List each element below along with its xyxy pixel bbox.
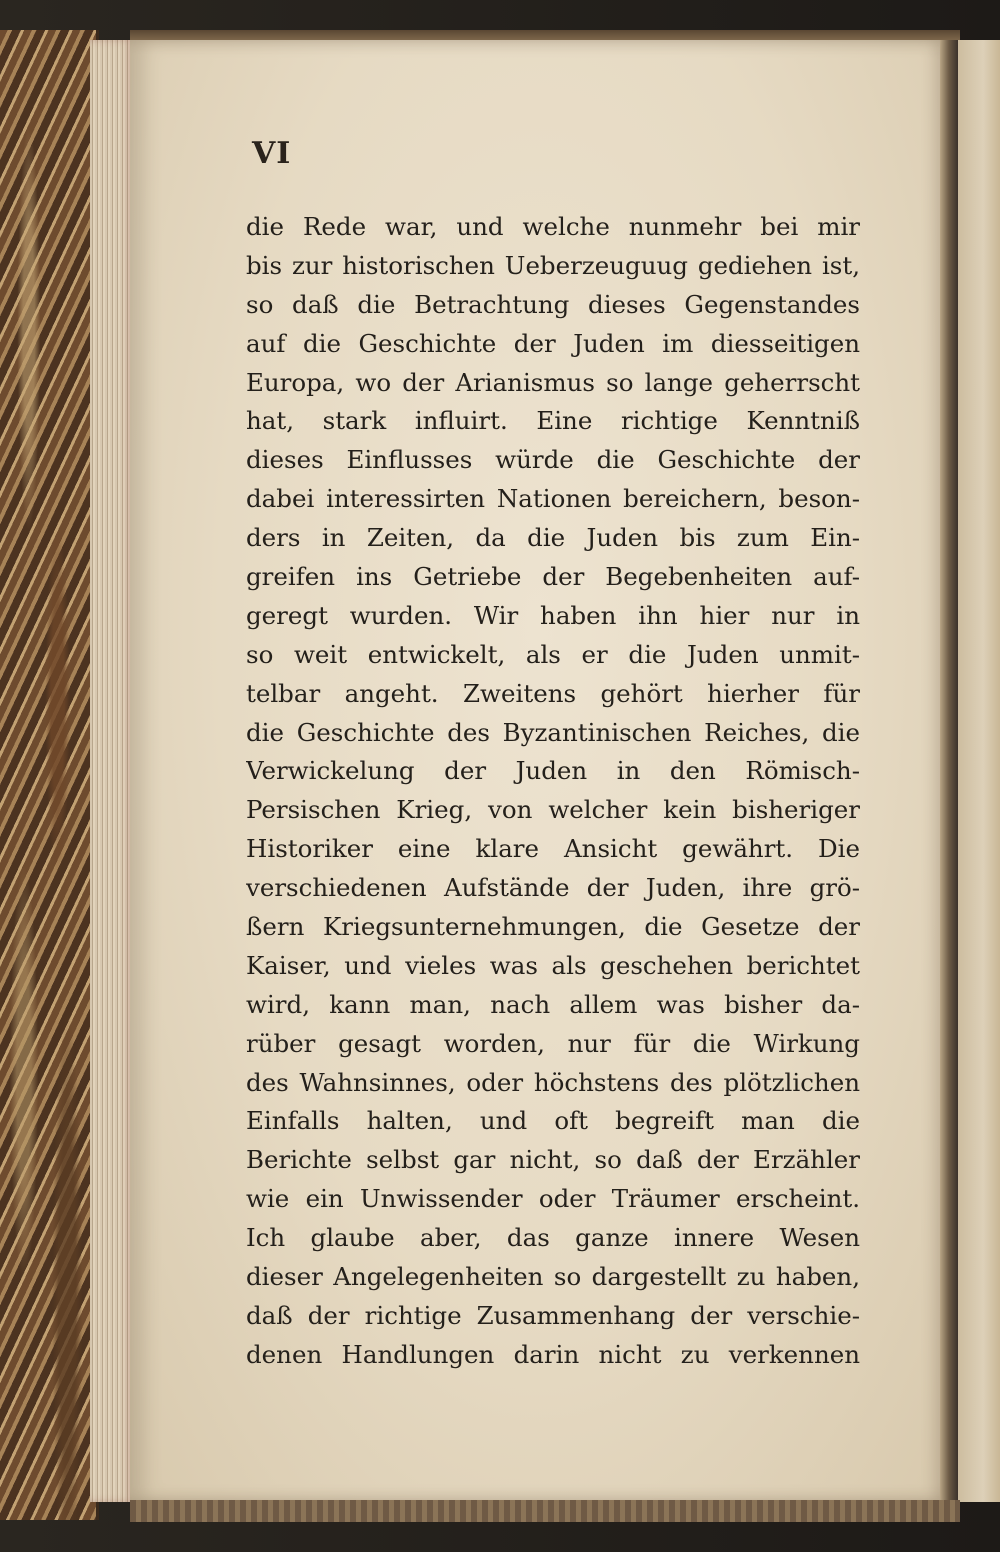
text-line: hat, stark influirt. Eine richtige Kenntniß: [246, 406, 860, 436]
bottom-book-edge: [130, 1500, 960, 1522]
text-line: ßern Kriegsunternehmungen, die Gesetze der: [246, 912, 860, 942]
text-line: greifen ins Getriebe der Begebenheiten auf-: [246, 562, 860, 592]
text-line: rüber gesagt worden, nur für die Wirkung: [246, 1028, 860, 1058]
book-gutter: [940, 40, 958, 1502]
text-line: so weit entwickelt, als er die Juden unmit-: [246, 639, 860, 669]
text-line: wird, kann man, nach allem was bisher da-: [246, 989, 860, 1019]
marbled-cover-board: [0, 30, 99, 1520]
text-line: auf die Geschichte der Juden im diesseitigen: [246, 328, 860, 358]
text-line: dieses Einflusses würde die Geschichte der: [246, 445, 860, 475]
text-line: telbar angeht. Zweitens gehört hierher für: [246, 678, 860, 708]
text-line: Einfalls halten, und oft begreift man die: [246, 1106, 860, 1136]
body-text: [246, 208, 860, 1375]
text-line: des Wahnsinnes, oder höchstens des plötzlichen: [246, 1067, 860, 1097]
text-line: daß der richtige Zusammenhang der verschie-: [246, 1300, 860, 1330]
text-line: denen Handlungen darin nicht zu verkennen: [246, 1339, 860, 1369]
facing-page-edge: [958, 40, 1000, 1502]
text-line: geregt wurden. Wir haben ihn hier nur in: [246, 600, 860, 630]
text-line: die Geschichte des Byzantinischen Reiches, die: [246, 717, 860, 747]
text-line: Berichte selbst gar nicht, so daß der Erzähler: [246, 1145, 860, 1175]
text-line: dabei interessirten Nationen bereichern, beson-: [246, 484, 860, 514]
text-line: die Rede war, und welche nunmehr bei mir: [246, 212, 860, 241]
text-line: Verwickelung der Juden in den Römisch-: [246, 756, 860, 786]
text-line: verschiedenen Aufstände der Juden, ihre grö-: [246, 873, 860, 903]
page-edges: [90, 40, 135, 1502]
text-line: so daß die Betrachtung dieses Gegenstandes: [246, 289, 860, 319]
text-line: bis zur historischen Ueberzeuguug gediehen ist,: [246, 250, 860, 280]
text-line: wie ein Unwissender oder Träumer erscheint.: [246, 1184, 860, 1214]
page-number: VI: [252, 136, 292, 171]
text-line: dieser Angelegenheiten so dargestellt zu haben,: [246, 1262, 860, 1292]
text-line: Ich glaube aber, das ganze innere Wesen: [246, 1223, 860, 1253]
text-line: Kaiser, und vieles was als geschehen berichtet: [246, 950, 860, 980]
text-line: Historiker eine klare Ansicht gewährt. Die: [246, 834, 860, 864]
text-line: Europa, wo der Arianismus so lange geherrscht: [246, 367, 860, 397]
text-line: ders in Zeiten, da die Juden bis zum Ein-: [246, 523, 860, 553]
text-line: Persischen Krieg, von welcher kein bisheriger: [246, 795, 860, 825]
